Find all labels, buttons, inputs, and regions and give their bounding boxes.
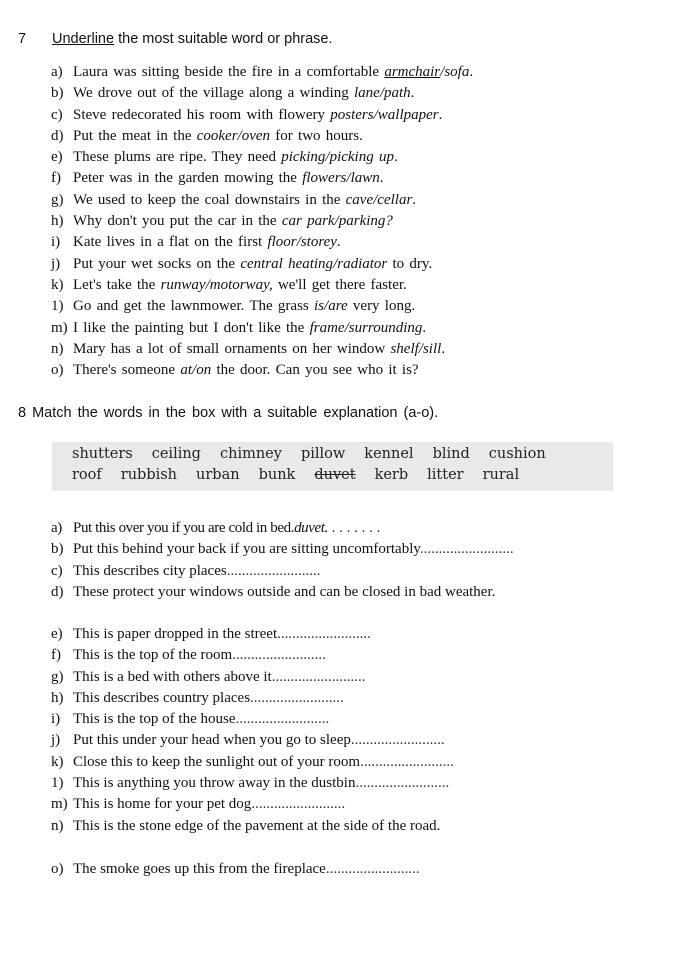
exercise-8-item xyxy=(51,539,514,560)
exercise-7-item xyxy=(51,360,473,381)
word-box-word: ceiling xyxy=(151,446,201,462)
exercise-8-item xyxy=(51,624,454,645)
item-label: m) xyxy=(51,796,68,813)
answer-blank[interactable]: ......................... xyxy=(419,541,514,558)
item-text-after: . xyxy=(393,149,398,166)
answer-text[interactable]: duvet. xyxy=(294,520,328,536)
item-label: 1) xyxy=(51,298,64,315)
item-text-after: for two hours. xyxy=(270,127,363,144)
item-label: c) xyxy=(51,562,63,579)
exercise-8-item xyxy=(51,709,454,730)
item-label: h) xyxy=(51,213,64,230)
word-box-word: rural xyxy=(482,467,520,483)
item-text-after: . xyxy=(379,170,384,187)
word-box-word: roof xyxy=(72,467,102,483)
choice-option-b[interactable]: oven xyxy=(241,127,271,144)
exercise-8-list-part-3 xyxy=(51,859,420,880)
answer-blank[interactable]: ......................... xyxy=(271,668,366,685)
answer-blank[interactable]: ......................... xyxy=(250,689,344,706)
choice-option-b[interactable]: are xyxy=(328,298,348,315)
choice-separator: / xyxy=(344,319,349,336)
item-label: 1) xyxy=(51,775,64,792)
choice-separator: / xyxy=(334,213,339,230)
exercise-8-item xyxy=(51,773,454,794)
choice-separator: / xyxy=(379,85,384,102)
choice-option-a[interactable]: at xyxy=(180,362,193,379)
choice-option-a[interactable]: is xyxy=(314,298,325,315)
answer-blank[interactable]: ......................... xyxy=(235,711,330,728)
exercise-8-item xyxy=(51,794,454,815)
item-text-after: . xyxy=(412,191,417,208)
item-text-after: . xyxy=(422,319,427,336)
exercise-8-item xyxy=(51,752,454,773)
choice-option-b[interactable]: wallpaper xyxy=(377,106,439,123)
choice-separator: / xyxy=(373,106,378,123)
exercise-8-item xyxy=(51,518,514,539)
exercise-7-list xyxy=(51,62,473,381)
word-box-word: kerb xyxy=(374,467,409,483)
item-text: This describes city places xyxy=(73,562,227,579)
choice-option-a[interactable]: lane xyxy=(353,85,380,102)
word-box-word: cushion xyxy=(488,446,546,462)
word-box-word: shutters xyxy=(72,446,133,462)
exercise-7-item xyxy=(51,62,473,83)
item-text-after: to dry. xyxy=(387,255,433,272)
item-text-before: Put your wet socks on the xyxy=(73,255,241,272)
item-text-before: We used to keep the coal downstairs in the xyxy=(73,191,346,208)
item-label: i) xyxy=(51,234,61,251)
choice-separator: / xyxy=(296,234,301,251)
item-text-before: I like the painting but I don't like the xyxy=(73,319,310,336)
choice-option-b[interactable]: cellar xyxy=(377,191,413,208)
choice-separator: / xyxy=(325,149,330,166)
exercise-7-item xyxy=(51,275,473,296)
item-text-after: we'll get there faster. xyxy=(272,276,407,293)
choice-option-a[interactable]: posters xyxy=(330,106,374,123)
exercise-7-item xyxy=(51,190,473,211)
choice-option-a[interactable]: central heating xyxy=(240,255,334,272)
item-label: c) xyxy=(51,106,63,123)
item-text-before: Go and get the lawnmower. The grass xyxy=(73,298,315,315)
item-label: g) xyxy=(51,668,64,685)
exercise-7-item xyxy=(51,105,473,126)
item-label: f) xyxy=(51,170,61,187)
item-text-before: We drove out of the village along a winding xyxy=(73,85,354,102)
choice-option-b[interactable]: radiator xyxy=(337,255,388,272)
exercise-7-item xyxy=(51,318,473,339)
exercise-7-item xyxy=(51,147,473,168)
exercise-7-item xyxy=(51,126,473,147)
item-text: Close this to keep the sunlight out of your room xyxy=(73,753,361,770)
item-text-after: very long. xyxy=(347,298,416,315)
answer-blank[interactable]: ......................... xyxy=(360,753,454,770)
item-text-after: . xyxy=(441,340,446,357)
exercise-8-item xyxy=(51,730,454,751)
choice-separator: / xyxy=(324,298,329,315)
choice-separator: / xyxy=(373,191,378,208)
choice-option-b[interactable]: storey xyxy=(300,234,337,251)
choice-option-b[interactable]: picking up xyxy=(329,149,394,166)
answer-blank[interactable]: . . . . . . . xyxy=(327,520,381,536)
choice-option-a[interactable]: cooker xyxy=(196,127,238,144)
word-box-row-2 xyxy=(72,467,538,483)
choice-option-a[interactable]: runway xyxy=(160,276,206,293)
exercise-8-item xyxy=(51,859,420,880)
choice-option-a[interactable]: armchair xyxy=(384,64,441,80)
item-label: e) xyxy=(51,149,63,166)
exercise-7-item xyxy=(51,339,473,360)
exercise-8-list-part-2 xyxy=(51,624,454,837)
item-text-before: Kate lives in a flat on the first xyxy=(73,234,268,251)
choice-option-a[interactable]: cave xyxy=(345,191,374,208)
item-text: Put this over you if you are cold in bed. xyxy=(73,520,295,536)
item-text-before: Put the meat in the xyxy=(73,127,197,144)
exercise-8-heading: 8 Match the words in the box with a suitable explanation (a-o). xyxy=(18,405,439,421)
item-label: n) xyxy=(51,340,64,357)
choice-separator: / xyxy=(418,340,423,357)
exercise-8-item xyxy=(51,582,514,603)
item-text-before: Steve redecorated his room with flowery xyxy=(73,106,331,123)
item-text-before: These plums are ripe. They need xyxy=(73,149,282,166)
word-box-row-1 xyxy=(72,446,565,462)
choice-separator: / xyxy=(205,276,210,293)
answer-blank[interactable]: ......................... xyxy=(350,732,445,749)
exercise-7-number: 7 xyxy=(18,31,27,47)
choice-option-b[interactable]: sofa xyxy=(444,64,470,80)
answer-blank[interactable]: ......................... xyxy=(355,775,450,792)
item-text: This is the top of the house xyxy=(73,711,236,728)
exercise-7-instruction: the most suitable word or phrase. xyxy=(114,31,333,47)
item-text-after: the door. Can you see who it is? xyxy=(211,362,419,379)
exercise-8-item xyxy=(51,688,454,709)
exercise-7-heading xyxy=(18,31,333,47)
answer-blank[interactable]: ......................... xyxy=(325,861,420,877)
item-text-before: Mary has a lot of small ornaments on her window xyxy=(73,340,391,357)
item-label: j) xyxy=(51,255,61,272)
word-box-word: kennel xyxy=(364,446,414,462)
item-label: g) xyxy=(51,191,64,208)
item-label: j) xyxy=(51,732,61,749)
exercise-7-item xyxy=(51,83,473,104)
item-label: d) xyxy=(51,127,64,144)
answer-blank[interactable]: ......................... xyxy=(277,626,371,642)
word-box-word: litter xyxy=(427,467,464,483)
item-label: n) xyxy=(51,817,64,834)
item-text: This is home for your pet dog xyxy=(73,796,252,813)
exercise-7-item xyxy=(51,232,473,253)
item-label: b) xyxy=(51,541,64,558)
choice-separator: / xyxy=(333,255,338,272)
word-box-word: pillow xyxy=(300,446,346,462)
item-label: k) xyxy=(51,753,64,770)
choice-option-b[interactable]: lawn xyxy=(350,170,380,187)
item-text: This is anything you throw away in the dustbin xyxy=(73,775,356,792)
item-text: This is the top of the room xyxy=(73,647,233,664)
choice-option-a[interactable]: floor xyxy=(267,234,297,251)
item-text-after: . xyxy=(469,64,474,80)
item-label: o) xyxy=(51,861,64,877)
item-text: This is paper dropped in the street xyxy=(73,626,278,642)
item-text: The smoke goes up this from the fireplace xyxy=(73,861,326,877)
choice-option-b[interactable]: path xyxy=(383,85,411,102)
item-label: o) xyxy=(51,362,64,379)
word-box-word: chimney xyxy=(219,446,282,462)
item-label: d) xyxy=(51,583,64,600)
item-text-after: . xyxy=(336,234,341,251)
choice-separator: / xyxy=(237,127,242,144)
choice-option-a[interactable]: shelf xyxy=(390,340,419,357)
choice-option-a[interactable]: car park xyxy=(281,213,335,230)
answer-blank[interactable]: ......................... xyxy=(232,647,326,664)
exercise-7-item xyxy=(51,254,473,275)
item-label: e) xyxy=(51,626,63,642)
item-text: Put this behind your back if you are sitting uncomfortably xyxy=(73,541,420,558)
item-label: a) xyxy=(51,520,62,536)
choice-separator: / xyxy=(192,362,197,379)
item-label: a) xyxy=(51,64,63,80)
item-text-before: There's someone xyxy=(73,362,181,379)
choice-option-b[interactable]: on xyxy=(196,362,212,379)
item-text: These protect your windows outside and can be closed in bad weather. xyxy=(73,583,496,600)
item-text: Put this under your head when you go to sleep xyxy=(73,732,351,749)
choice-separator: / xyxy=(440,64,445,80)
choice-option-a[interactable]: frame xyxy=(309,319,345,336)
exercise-8-list-part-1 xyxy=(51,518,514,603)
item-label: f) xyxy=(51,647,61,664)
item-label: b) xyxy=(51,85,64,102)
word-box xyxy=(52,442,613,491)
exercise-8-item xyxy=(51,561,514,582)
answer-blank[interactable]: ......................... xyxy=(251,796,346,813)
item-text-after: . xyxy=(438,106,443,123)
item-text-before: Let's take the xyxy=(73,276,161,293)
exercise-7-item xyxy=(51,211,473,232)
exercise-7-item xyxy=(51,296,473,317)
word-box-word: bunk xyxy=(258,467,296,483)
exercise-8-item xyxy=(51,816,454,837)
item-label: k) xyxy=(51,276,64,293)
item-text: This describes country places xyxy=(73,689,251,706)
choice-option-a[interactable]: flowers xyxy=(302,170,347,187)
item-label: m) xyxy=(51,319,68,336)
item-text-after: . xyxy=(410,85,415,102)
item-text-before: Peter was in the garden mowing the xyxy=(73,170,303,187)
exercise-8-item xyxy=(51,667,454,688)
exercise-7-item xyxy=(51,168,473,189)
choice-option-b[interactable]: sill xyxy=(422,340,442,357)
answer-blank[interactable]: ......................... xyxy=(226,562,321,579)
item-label: h) xyxy=(51,689,64,706)
exercise-8-item xyxy=(51,645,454,666)
exercise-7-instruction-underlined: Underline xyxy=(52,31,115,47)
item-text-before: Laura was sitting beside the fire in a comfortable xyxy=(73,64,385,80)
word-box-word: rubbish xyxy=(120,467,178,483)
word-box-word: urban xyxy=(196,467,240,483)
choice-option-b[interactable]: motorway, xyxy=(209,276,273,293)
word-box-word: blind xyxy=(432,446,470,462)
choice-option-b[interactable]: surrounding xyxy=(348,319,423,336)
choice-option-b[interactable]: parking? xyxy=(338,213,393,230)
item-text: This is a bed with others above it xyxy=(73,668,272,685)
choice-separator: / xyxy=(346,170,351,187)
word-box-word-crossed-out: duvet xyxy=(314,467,356,483)
item-label: i) xyxy=(51,711,61,728)
item-text-before: Why don't you put the car in the xyxy=(73,213,282,230)
item-text: This is the stone edge of the pavement at the side of the road. xyxy=(73,817,441,834)
choice-option-a[interactable]: picking xyxy=(281,149,326,166)
